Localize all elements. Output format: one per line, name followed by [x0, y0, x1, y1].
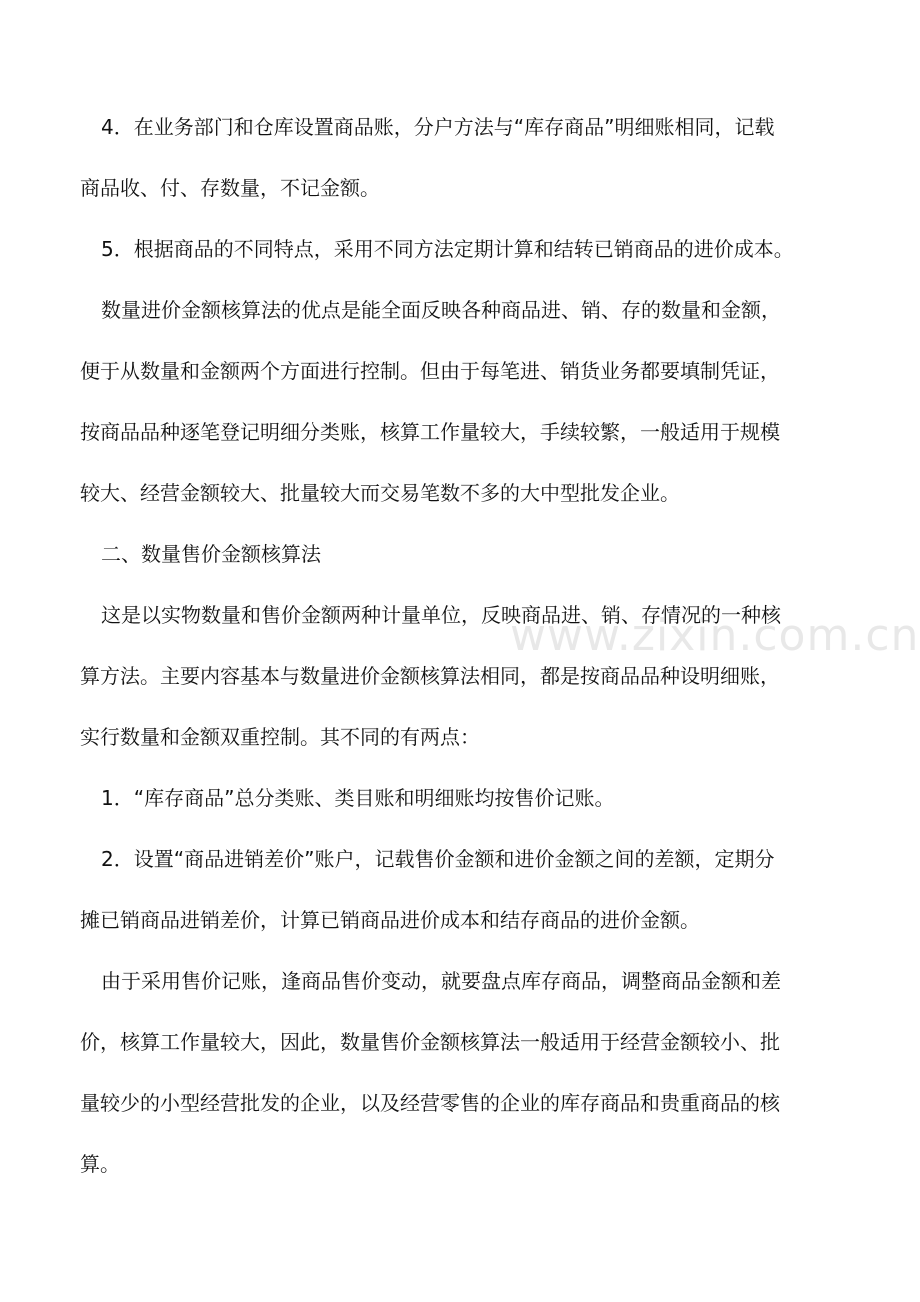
paragraph-line: 5．根据商品的不同特点，采用不同方法定期计算和结转已销商品的进价成本。 — [101, 237, 794, 261]
paragraph-line: 算。 — [80, 1152, 120, 1176]
paragraph-line: 这是以实物数量和售价金额两种计量单位，反映商品进、销、存情况的一种核 — [101, 603, 781, 627]
paragraph-line: 商品收、付、存数量，不记金额。 — [80, 176, 380, 200]
paragraph-line: 按商品品种逐笔登记明细分类账，核算工作量较大，手续较繁，一般适用于规模 — [80, 420, 780, 444]
paragraph-line: 1．“库存商品”总分类账、类目账和明细账均按售价记账。 — [101, 786, 615, 810]
paragraph-line: 便于从数量和金额两个方面进行控制。但由于每笔进、销货业务都要填制凭证， — [80, 359, 780, 383]
paragraph-line: 由于采用售价记账，逢商品售价变动，就要盘点库存商品，调整商品金额和差 — [101, 969, 781, 993]
paragraph-line: 价，核算工作量较大，因此，数量售价金额核算法一般适用于经营金额较小、批 — [80, 1030, 780, 1054]
paragraph-line: 算方法。主要内容基本与数量进价金额核算法相同，都是按商品品种设明细账， — [80, 664, 780, 688]
watermark: www.zixin.com.cn — [510, 610, 920, 661]
section-heading: 二、数量售价金额核算法 — [101, 542, 321, 566]
paragraph-line: 2．设置“商品进销差价”账户，记载售价金额和进价金额之间的差额，定期分 — [101, 847, 775, 871]
paragraph-line: 数量进价金额核算法的优点是能全面反映各种商品进、销、存的数量和金额， — [101, 298, 781, 322]
paragraph-line: 摊已销商品进销差价，计算已销商品进价成本和结存商品的进价金额。 — [80, 908, 700, 932]
document-body — [80, 112, 842, 1179]
paragraph-line: 量较少的小型经营批发的企业，以及经营零售的企业的库存商品和贵重商品的核 — [80, 1091, 780, 1115]
paragraph-line: 4．在业务部门和仓库设置商品账，分户方法与“库存商品”明细账相同，记载 — [101, 115, 775, 139]
paragraph-line: 较大、经营金额较大、批量较大而交易笔数不多的大中型批发企业。 — [80, 481, 680, 505]
paragraph-line: 实行数量和金额双重控制。其不同的有两点： — [80, 725, 480, 749]
